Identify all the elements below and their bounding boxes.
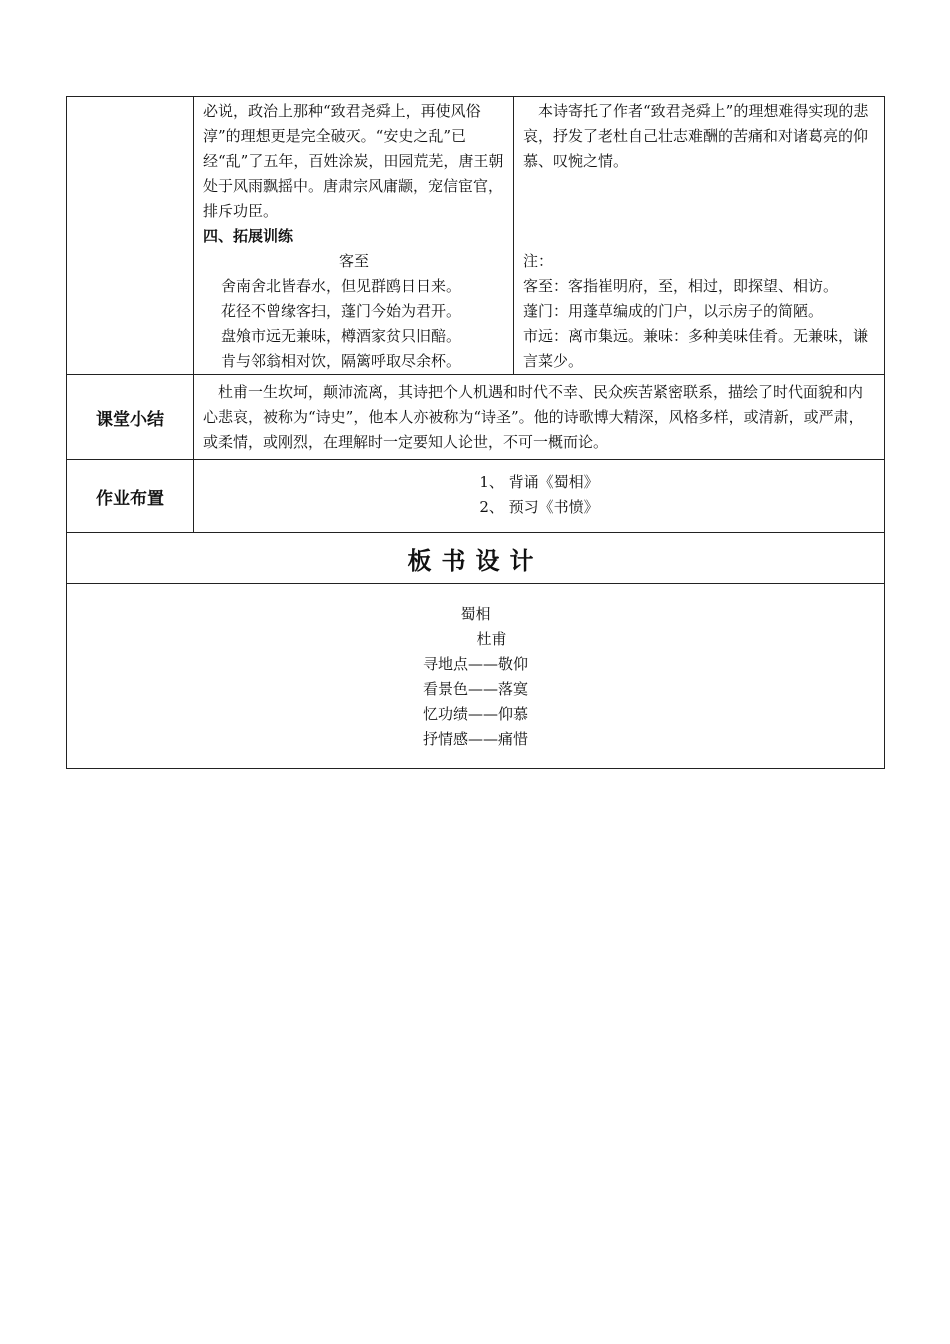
section-heading: 四、拓展训练 — [203, 227, 294, 245]
homework-item: 1、 背诵《蜀相》 — [479, 473, 599, 491]
homework-item: 2、 预习《书愤》 — [479, 498, 599, 516]
content-row — [67, 97, 885, 375]
board-line: 忆功绩——仰慕 — [422, 705, 528, 723]
summary-label: 课堂小结 — [67, 375, 194, 460]
poem-line: 肯与邻翁相对饮，隔篱呼取尽余杯。 — [221, 352, 462, 370]
note-item: 蓬门：用蓬草编成的门户，以示房子的简陋。 — [523, 302, 824, 320]
lesson-plan-sheet — [66, 96, 884, 769]
left-content-cell — [194, 97, 514, 375]
right-paragraph: 本诗寄托了作者“致君尧舜上”的理想难得实现的悲哀，抒发了老杜自己壮志难酬的苦痛和对诸葛亮的仰慕、叹惋之情。 — [523, 102, 869, 170]
summary-row — [67, 375, 885, 460]
board-line: 杜甫 — [476, 630, 507, 648]
notes-label: 注： — [523, 252, 554, 270]
note-item: 客至：客指崔明府，至，相过，即探望、相访。 — [523, 277, 839, 295]
board-line: 看景色——落寞 — [422, 680, 528, 698]
board-content-row — [67, 584, 885, 769]
board-line: 抒情感——痛惜 — [422, 730, 528, 748]
empty-label-cell — [67, 97, 194, 375]
poem-line: 舍南舍北皆春水，但见群鸥日日来。 — [221, 277, 462, 295]
board-title: 板书设计 — [67, 533, 885, 584]
summary-cell — [194, 375, 885, 460]
poem-title: 客至 — [338, 252, 369, 270]
poem-line: 盘飧市远无兼味，樽酒家贫只旧醅。 — [221, 327, 462, 345]
board-content-cell — [67, 584, 885, 769]
homework-label: 作业布置 — [67, 460, 194, 533]
right-content-cell — [514, 97, 885, 375]
homework-row — [67, 460, 885, 533]
board-line: 蜀相 — [460, 605, 491, 623]
board-line: 寻地点——敬仰 — [422, 655, 528, 673]
board-title-row — [67, 533, 885, 584]
homework-cell — [194, 460, 885, 533]
left-paragraph: 必说，政治上那种“致君尧舜上，再使风俗淳”的理想更是完全破灭。“安史之乱”已经“乱”了五年，百姓涂炭，田园荒芜，唐王朝处于风雨飘摇中。唐肃宗风庸颛，宠信宦官，排斥功臣。 — [203, 102, 504, 220]
summary-text: 杜甫一生坎坷，颠沛流离，其诗把个人机遇和时代不幸、民众疾苦紧密联系，描绘了时代面貌和内心悲哀，被称为“诗史”，他本人亦被称为“诗圣”。他的诗歌博大精深，风格多样，或清新，或严肃，或柔情，或刚烈，在理解时一定要知人论世，不可一概而论。 — [203, 383, 864, 451]
note-item: 市远：离市集远。兼味：多种美味佳肴。无兼味，谦言菜少。 — [523, 327, 869, 370]
lesson-plan-table — [66, 96, 885, 769]
poem-line: 花径不曾缘客扫，蓬门今始为君开。 — [221, 302, 462, 320]
